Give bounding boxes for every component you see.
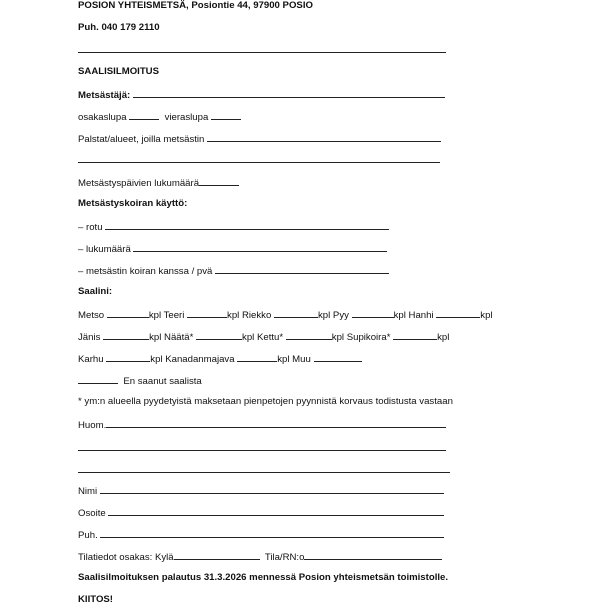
notes-field-line-2[interactable]: [78, 450, 446, 451]
days-row: [78, 176, 239, 190]
phone-label: Puh.: [78, 530, 98, 541]
farm-rn-field[interactable]: [304, 550, 442, 560]
notes-field-line-3[interactable]: [78, 472, 450, 473]
catch-unit: kpl: [242, 332, 255, 343]
notes-label: Huom.: [78, 420, 107, 431]
address-label: Osoite: [78, 508, 106, 519]
osakaslupa-field[interactable]: [129, 110, 159, 120]
catch-name: Karhu: [78, 354, 104, 365]
hunter-row: [78, 88, 445, 102]
phone-field[interactable]: [100, 528, 444, 538]
catch-unit: kpl: [227, 310, 240, 321]
areas-row: [78, 132, 441, 146]
hunter-label: Metsästäjä:: [78, 90, 131, 101]
header-divider: [78, 52, 446, 53]
no-catch-label: En saanut saalista: [123, 376, 202, 387]
dog-count-label: – lukumäärä: [78, 244, 131, 255]
name-row: [78, 484, 444, 498]
days-field[interactable]: [199, 176, 239, 186]
permit-row: [78, 110, 241, 124]
dog-days-row: [78, 264, 389, 278]
organization-header: POSION YHTEISMETSÄ, Posiontie 44, 97900 POSIO: [78, 0, 313, 11]
catch-name: Kettu*: [256, 332, 284, 343]
catch-field-supikoira[interactable]: [393, 330, 437, 340]
catch-unit: kpl: [149, 332, 162, 343]
days-label: Metsästyspäivien lukumäärä: [78, 178, 200, 189]
areas-label: Palstat/alueet, joilla metsästin: [78, 134, 205, 145]
farm-rn-label: Tila/RN:o: [264, 552, 305, 563]
catch-field-janis[interactable]: [103, 330, 149, 340]
areas-field[interactable]: [207, 132, 441, 142]
phone-row: [78, 528, 444, 542]
hunter-field[interactable]: [133, 88, 445, 98]
catch-name: Näätä*: [164, 332, 194, 343]
address-row: [78, 506, 444, 520]
breed-row: [78, 220, 389, 234]
catch-name: Metso: [78, 310, 105, 321]
name-label: Nimi: [78, 486, 98, 497]
catch-row-1: [78, 308, 493, 322]
catch-field-kanadanmajava[interactable]: [237, 352, 277, 362]
breed-field[interactable]: [105, 220, 389, 230]
catch-name: Muu: [292, 354, 311, 365]
catch-field-pyy[interactable]: [352, 308, 394, 318]
catch-name: Riekko: [241, 310, 272, 321]
catch-field-karhu[interactable]: [106, 352, 150, 362]
organization-phone: Puh. 040 179 2110: [78, 22, 160, 33]
catch-unit: kpl: [277, 354, 290, 365]
areas-field-line-2[interactable]: [78, 162, 440, 163]
catch-field-kettu[interactable]: [286, 330, 332, 340]
catch-unit: kpl: [480, 310, 493, 321]
footnote: * ym:n alueella pyydetyistä maksetaan pienpetojen pyynnistä korvaus todistusta vastaan: [78, 396, 453, 407]
catch-field-riekko[interactable]: [274, 308, 318, 318]
thanks: KIITOS!: [78, 594, 114, 605]
catch-name: Supikoira*: [346, 332, 391, 343]
catch-field-muu[interactable]: [314, 352, 362, 362]
farm-label: Tilatiedot osakas: Kylä: [78, 552, 174, 563]
vieraslupa-field[interactable]: [211, 110, 241, 120]
no-catch-row: [78, 374, 202, 388]
dog-count-field[interactable]: [133, 242, 387, 252]
no-catch-field[interactable]: [78, 374, 118, 384]
catch-unit: kpl: [150, 354, 163, 365]
dog-days-label: – metsästin koiran kanssa / pvä: [78, 266, 213, 277]
catch-name: Teeri: [163, 310, 185, 321]
catch-field-hanhi[interactable]: [436, 308, 480, 318]
farm-village-field[interactable]: [174, 550, 260, 560]
farm-row: [78, 550, 442, 564]
osakaslupa-label: osakaslupa: [78, 112, 127, 123]
form-title: SAALISILMOITUS: [78, 66, 160, 77]
catch-unit: kpl: [148, 310, 162, 321]
dog-heading: Metsästyskoiran käyttö:: [78, 198, 188, 209]
breed-label: – rotu: [78, 222, 103, 233]
catch-unit: kpl: [393, 310, 406, 321]
catch-field-metso[interactable]: [107, 308, 149, 318]
notes-row: [78, 418, 446, 432]
dog-days-field[interactable]: [215, 264, 389, 274]
catch-field-teeri[interactable]: [187, 308, 227, 318]
catch-row-3: [78, 352, 362, 366]
vieraslupa-label: vieraslupa: [164, 112, 209, 123]
dog-count-row: [78, 242, 387, 256]
catch-field-naata[interactable]: [196, 330, 242, 340]
name-field[interactable]: [100, 484, 444, 494]
catch-unit: kpl: [317, 310, 331, 321]
notes-field[interactable]: [106, 418, 446, 428]
catch-name: Kanadanmajava: [165, 354, 235, 365]
address-field[interactable]: [108, 506, 444, 516]
catch-name: Pyy: [332, 310, 349, 321]
catch-name: Jänis: [78, 332, 101, 343]
catch-unit: kpl: [331, 332, 345, 343]
catch-row-2: [78, 330, 449, 344]
return-note: Saalisilmoituksen palautus 31.3.2026 mennessä Posion yhteismetsän toimistolle.: [78, 572, 449, 583]
catch-name: Hanhi: [408, 310, 434, 321]
catch-heading: Saalini:: [78, 286, 113, 297]
catch-unit: kpl: [437, 332, 450, 343]
